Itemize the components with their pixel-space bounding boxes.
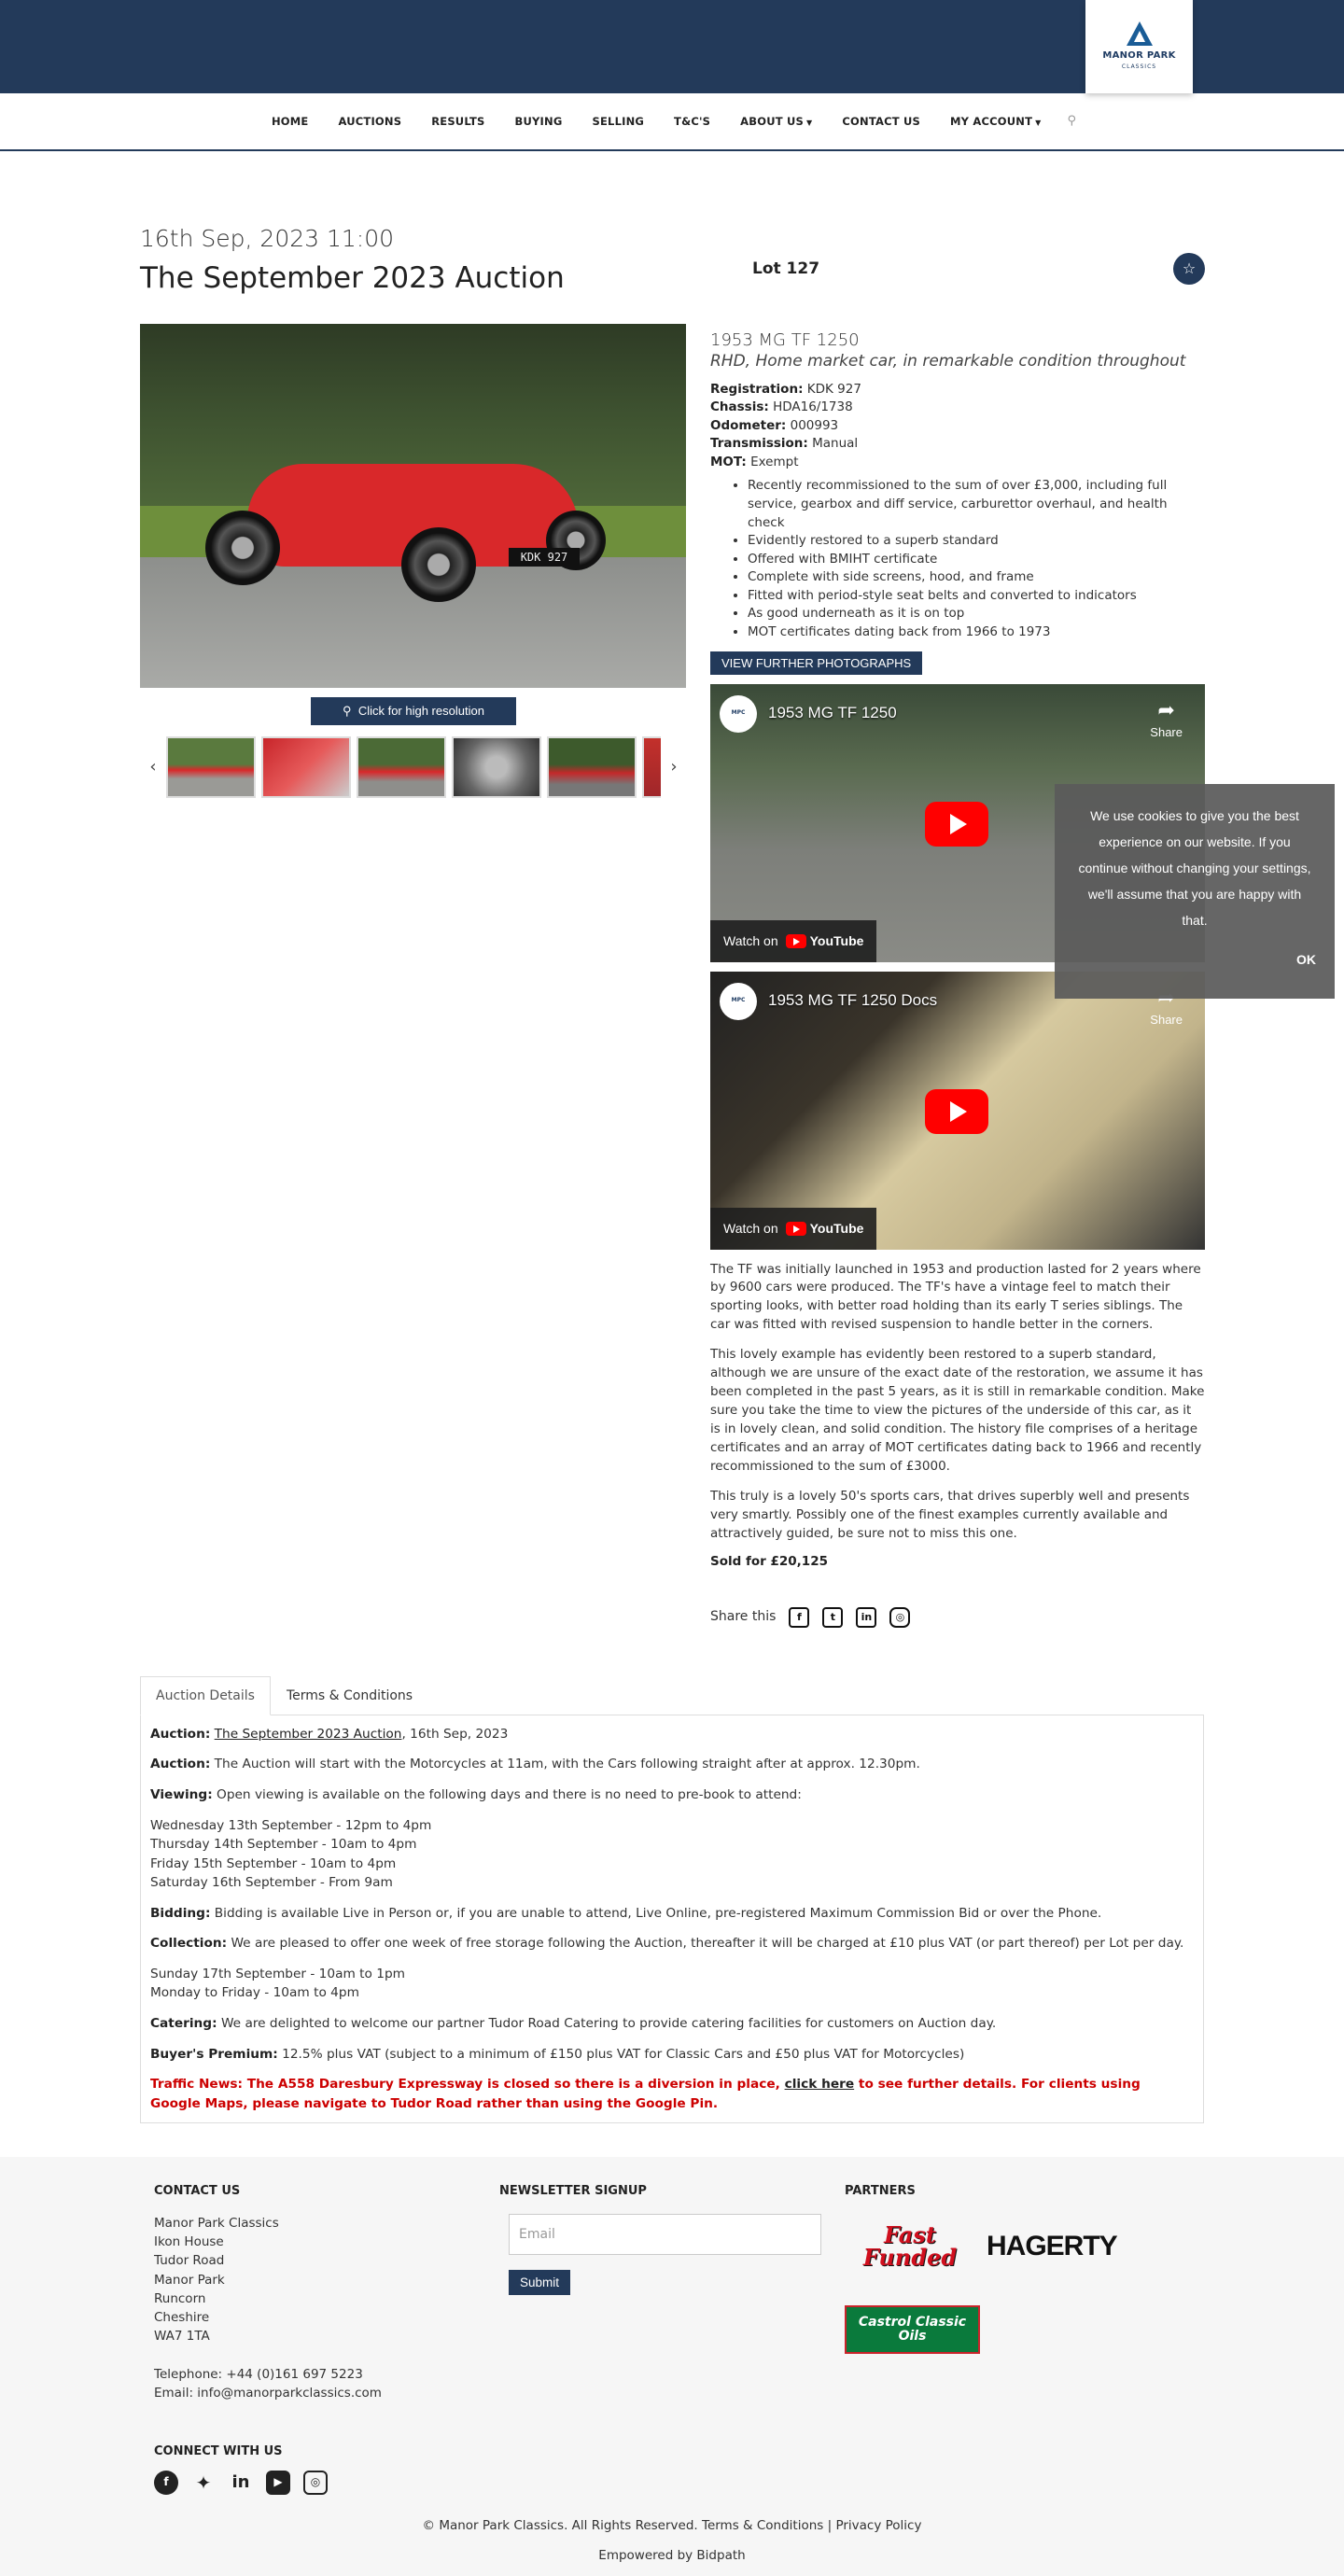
- traffic-text-b: to see further details. For clients using Google Maps, please navigate to Tudor Road rather than using the Google Pin.: [150, 2077, 1141, 2111]
- logo-name: MANOR PARK: [1102, 50, 1176, 62]
- address-line: Manor Park Classics: [154, 2215, 279, 2231]
- collection-day: Sunday 17th September - 10am to 1pm: [150, 1966, 405, 1981]
- fast-funded-logo[interactable]: Fast Funded: [862, 2220, 958, 2271]
- label: Viewing:: [150, 1787, 213, 1803]
- newsletter-heading: NEWSLETTER SIGNUP: [499, 2184, 647, 2199]
- view-further-photos-button[interactable]: VIEW FURTHER PHOTOGRAPHS: [710, 651, 922, 675]
- address-line: WA7 1TA: [154, 2329, 210, 2345]
- watch-label: Watch on: [723, 933, 778, 949]
- cookie-text: We use cookies to give you the best experience on our website. If you continue without changing your settings, we'll assume that you are happy with that.: [1078, 808, 1311, 928]
- play-button-icon[interactable]: [925, 802, 988, 847]
- traffic-link[interactable]: click here: [784, 2077, 855, 2093]
- youtube-logo: [786, 1219, 864, 1238]
- share-label: Share: [1150, 1013, 1183, 1028]
- viewing-day: Friday 15th September - 10am to 4pm: [150, 1855, 397, 1871]
- search-icon[interactable]: ⚲: [1067, 113, 1077, 128]
- caret-down-icon: ▼: [806, 118, 813, 127]
- collection-day: Monday to Friday - 10am to 4pm: [150, 1985, 359, 2001]
- nav-my-account[interactable]: [935, 114, 1057, 130]
- nav-account-label: MY ACCOUNT: [950, 114, 1033, 128]
- viewing-line: [150, 1785, 1194, 1805]
- spec-chassis: [710, 399, 1205, 417]
- address-line: Ikon House: [154, 2234, 224, 2250]
- label: Auction:: [150, 1726, 211, 1742]
- thumbnail-4[interactable]: [452, 736, 541, 798]
- cookie-banner: [1055, 784, 1335, 999]
- thumbnail-strip: [166, 736, 661, 798]
- cookie-ok-button[interactable]: OK: [1296, 952, 1316, 967]
- partner-logos: [845, 2214, 1190, 2354]
- newsletter-submit-button[interactable]: Submit: [509, 2270, 570, 2295]
- text: Open viewing is available on the following days and there is no need to pre-book to attend:: [217, 1787, 802, 1803]
- photo-wheel-rear: [205, 511, 280, 585]
- catering-line: [150, 2014, 1194, 2034]
- lot-number: Lot 127: [752, 259, 820, 278]
- spec-key: Registration:: [710, 381, 804, 397]
- collection-line: [150, 1934, 1194, 1953]
- description-paragraph: This truly is a lovely 50's sports cars, that drives superbly well and presents very smartly. Possibly one of the finest examples currently available and attractively guided, be sure not to miss this one.: [710, 1489, 1190, 1542]
- auction-date-text: , 16th Sep, 2023: [401, 1726, 509, 1742]
- video-share-button[interactable]: [1150, 695, 1183, 743]
- chevron-right-icon[interactable]: ›: [670, 757, 678, 777]
- instagram-icon[interactable]: ◎: [889, 1607, 910, 1628]
- youtube-icon: [786, 1222, 806, 1236]
- text: The Auction will start with the Motorcycles at 11am, with the Cars following straight after at approx. 12.30pm.: [214, 1757, 920, 1772]
- thumbnail-3[interactable]: [357, 736, 446, 798]
- left-column: [140, 151, 687, 1628]
- text: We are pleased to offer one week of free storage following the Auction, thereafter it will be charged at £10 plus VAT (or part thereof) per Lot per day.: [231, 1936, 1184, 1952]
- instagram-icon[interactable]: ◎: [303, 2471, 328, 2495]
- telephone[interactable]: Telephone: +44 (0)161 697 5223: [154, 2366, 363, 2382]
- copyright: © Manor Park Classics. All Rights Reserved. Terms & Conditions | Privacy Policy: [422, 2518, 922, 2534]
- lot-highlights: [748, 477, 1205, 641]
- powered-by[interactable]: Empowered by Bidpath: [598, 2547, 746, 2563]
- description-paragraph: This lovely example has evidently been restored to a superb standard, although we are unsure of the exact date of the restoration, we assume it has been completed in the past 5 years, as it is still in remarkable condition. Make sure you take the time to view the pictures of the underside of this car, as it is in lovely clean, and solid condition. The history file comprises of a heritage certificates and an array of MOT certificates dating back to 1966 and recently recommissioned to the sum of £3000.: [710, 1347, 1205, 1475]
- spec-mot: [710, 454, 1205, 472]
- highlight-item: • Complete with side screens, hood, and frame: [748, 568, 1205, 587]
- details-tabs: [140, 1676, 1204, 1715]
- castrol-logo[interactable]: Castrol Classic Oils: [845, 2305, 980, 2354]
- spec-value: HDA16/1738: [773, 399, 853, 415]
- thumbnail-5[interactable]: [547, 736, 637, 798]
- video-player-2[interactable]: [710, 972, 1205, 1250]
- facebook-icon[interactable]: f: [789, 1607, 809, 1628]
- chevron-left-icon[interactable]: ‹: [149, 757, 157, 777]
- footer-newsletter: [499, 2183, 845, 2402]
- thumbnail-2[interactable]: [261, 736, 351, 798]
- nav-about-us[interactable]: [725, 114, 827, 130]
- spec-value: Manual: [812, 436, 859, 452]
- spacer: [154, 2346, 499, 2365]
- text: Bidding is available Live in Person or, if you are unable to attend, Live Online, pre-registered Maximum Commission Bid or over the Phone.: [214, 1905, 1102, 1921]
- text: We are delighted to welcome our partner Tudor Road Catering to provide catering facilities for customers on Auction day.: [220, 2015, 997, 2031]
- facebook-icon[interactable]: f: [154, 2471, 178, 2495]
- address-line: Cheshire: [154, 2310, 210, 2326]
- auction-start-line: [150, 1755, 1194, 1774]
- channel-avatar[interactable]: MPC: [720, 695, 757, 733]
- thumbnail-1[interactable]: [166, 736, 256, 798]
- highlight-item: • Evidently restored to a superb standard: [748, 532, 1205, 551]
- play-button-icon[interactable]: [925, 1089, 988, 1134]
- watch-label: Watch on: [723, 1221, 778, 1237]
- viewing-day: Thursday 14th September - 10am to 4pm: [150, 1837, 417, 1853]
- nav-auctions[interactable]: AUCTIONS: [338, 114, 402, 128]
- label: Catering:: [150, 2015, 217, 2031]
- nav-selling[interactable]: SELLING: [592, 114, 645, 128]
- highlight-item: • Offered with BMIHT certificate: [748, 551, 1205, 569]
- footer-contact: [154, 2183, 499, 2402]
- hagerty-logo[interactable]: HAGERTY: [987, 2231, 1117, 2262]
- spec-odometer: [710, 417, 1205, 436]
- lot-title: 1953 MG TF 1250: [710, 330, 860, 350]
- nav-contact-us[interactable]: CONTACT US: [842, 114, 920, 128]
- tab-auction-details[interactable]: Auction Details: [140, 1676, 271, 1715]
- label: Auction:: [150, 1757, 211, 1772]
- thumbnail-6[interactable]: [642, 736, 661, 798]
- label: Bidding:: [150, 1905, 211, 1921]
- description-paragraph: The TF was initially launched in 1953 and production lasted for 2 years where by 9600 cars were produced. The TF's have a vintage feel to match their sporting looks, with better road holding than its early T series siblings. The car was fitted with revised suspension to handle better in the corners.: [710, 1261, 1201, 1333]
- photo-number-plate: KDK 927: [509, 548, 580, 567]
- tab-terms-conditions[interactable]: Terms & Conditions: [286, 1687, 413, 1703]
- share-label: Share this: [710, 1609, 777, 1625]
- logo-sub: CLASSICS: [1121, 63, 1157, 70]
- lot-header: [710, 246, 1205, 291]
- viewing-day: Wednesday 13th September - 12pm to 4pm: [150, 1817, 432, 1833]
- main-nav: [0, 93, 1344, 151]
- nav-home[interactable]: HOME: [271, 114, 309, 128]
- twitter-icon[interactable]: ✦: [195, 2471, 212, 2494]
- label: Collection:: [150, 1936, 228, 1952]
- video-header: [720, 983, 937, 1020]
- contact-heading: CONTACT US: [154, 2184, 241, 2199]
- youtube-label: YouTube: [809, 933, 864, 949]
- watch-on-youtube-button[interactable]: [710, 1208, 876, 1249]
- watch-on-youtube-button[interactable]: [710, 920, 876, 961]
- spec-transmission: [710, 435, 1205, 454]
- linkedin-icon[interactable]: in: [231, 2472, 250, 2493]
- newsletter-email-input[interactable]: Email: [509, 2214, 821, 2255]
- premium-line: [150, 2045, 1194, 2065]
- video-title[interactable]: 1953 MG TF 1250: [768, 704, 897, 722]
- connect-section: [126, 2443, 1218, 2495]
- channel-avatar[interactable]: MPC: [720, 983, 757, 1020]
- caret-down-icon: ▼: [1035, 118, 1042, 127]
- spec-value: Exempt: [750, 454, 799, 469]
- address-line: Manor Park: [154, 2272, 225, 2288]
- spec-key: Chassis:: [710, 399, 769, 415]
- video-header: [720, 695, 897, 733]
- spec-key: Odometer:: [710, 417, 787, 433]
- highlight-item: • Recently recommissioned to the sum of over £3,000, including full service, gearbox and diff service, carburettor overhaul, and health check: [748, 477, 1205, 532]
- highlight-item: • As good underneath as it is on top: [748, 605, 1205, 623]
- highlight-item: • Fitted with period-style seat belts and converted to indicators: [748, 587, 1205, 606]
- site-logo[interactable]: [1085, 0, 1193, 93]
- thumbnail-carousel: [140, 736, 687, 798]
- partners-heading: PARTNERS: [845, 2184, 916, 2199]
- youtube-logo: [786, 931, 864, 950]
- spec-registration: [710, 381, 1205, 399]
- high-resolution-button[interactable]: [311, 697, 516, 725]
- traffic-text-a: Traffic News: The A558 Daresbury Expressway is closed so there is a diversion in place,: [150, 2077, 785, 2093]
- lot-specs: [710, 381, 1205, 472]
- youtube-icon[interactable]: ▶: [266, 2471, 290, 2495]
- label: Buyer's Premium:: [150, 2046, 278, 2062]
- spec-key: MOT:: [710, 454, 747, 469]
- site-footer: [0, 2157, 1344, 2576]
- auction-line: [150, 1725, 1194, 1744]
- nav-about-label: ABOUT US: [740, 114, 805, 128]
- sold-price: Sold for £20,125: [710, 1554, 828, 1570]
- nav-results[interactable]: RESULTS: [431, 114, 485, 128]
- connect-heading: CONNECT WITH US: [154, 2444, 283, 2459]
- lot-subtitle: RHD, Home market car, in remarkable condition throughout: [710, 352, 1186, 371]
- auction-date: 16th Sep, 2023 11:00: [140, 225, 395, 252]
- social-links: [154, 2471, 1190, 2495]
- share-label: Share: [1150, 725, 1183, 740]
- main-car-photo[interactable]: [140, 324, 686, 688]
- top-bar: [0, 0, 1344, 93]
- highlight-item: • MOT certificates dating back from 1966 to 1973: [748, 623, 1205, 642]
- auction-link[interactable]: The September 2023 Auction: [214, 1726, 402, 1742]
- spec-key: Transmission:: [710, 436, 808, 452]
- address-line: Runcorn: [154, 2290, 206, 2306]
- auction-details-panel: [140, 1715, 1204, 2123]
- zoom-icon: ⚲: [343, 704, 352, 719]
- spec-value: 000993: [790, 417, 839, 433]
- lot-container: [126, 151, 1218, 2123]
- youtube-icon: [786, 934, 806, 948]
- spec-value: KDK 927: [806, 381, 861, 397]
- video-title[interactable]: 1953 MG TF 1250 Docs: [768, 991, 938, 1010]
- address: [154, 2214, 499, 2402]
- traffic-news: [150, 2075, 1194, 2113]
- youtube-label: YouTube: [809, 1221, 864, 1237]
- footer-partners: [845, 2183, 1190, 2402]
- email[interactable]: Email: info@manorparkclassics.com: [154, 2385, 382, 2401]
- viewing-day: Saturday 16th September - From 9am: [150, 1875, 393, 1891]
- lot-description: [710, 1261, 1205, 1545]
- logo-triangle-icon: [1127, 21, 1153, 46]
- star-watch-icon[interactable]: ☆: [1173, 253, 1205, 285]
- share-bar: [710, 1607, 1205, 1628]
- bidding-line: [150, 1904, 1194, 1924]
- share-arrow-icon: ➦: [1157, 697, 1175, 721]
- nav-tcs[interactable]: T&C'S: [674, 114, 711, 128]
- text: 12.5% plus VAT (subject to a minimum of £150 plus VAT for Classic Cars and £50 plus VAT for Motorcycles): [282, 2046, 965, 2062]
- address-line: Tudor Road: [154, 2253, 225, 2269]
- auction-title: The September 2023 Auction: [140, 261, 565, 296]
- linkedin-icon[interactable]: in: [856, 1607, 876, 1628]
- hires-label: Click for high resolution: [357, 704, 484, 719]
- twitter-icon[interactable]: t: [822, 1607, 843, 1628]
- nav-buying[interactable]: BUYING: [514, 114, 563, 128]
- photo-wheel-front: [401, 527, 476, 602]
